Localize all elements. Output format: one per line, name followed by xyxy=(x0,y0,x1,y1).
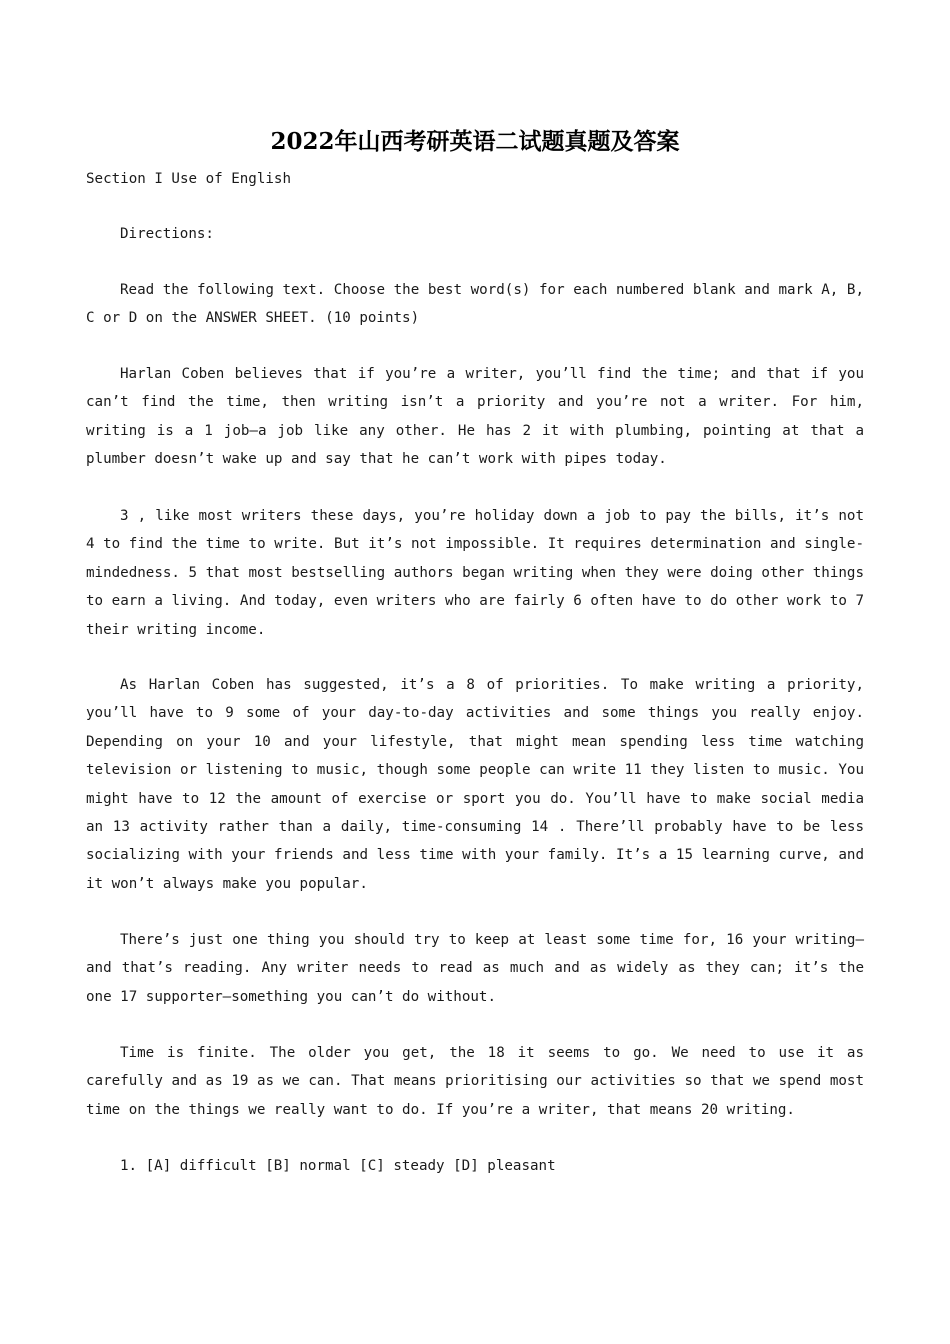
directions-label: Directions: xyxy=(120,226,214,242)
instructions-paragraph: Read the following text. Choose the best word(s) for each numbered blank and mark A, B, C or D on the ANSWER SHEET. (10 points) xyxy=(86,282,864,327)
passage-paragraph: As Harlan Coben has suggested, it’s a 8 of priorities. To make writing a priority, you’ll have to 9 some of your day-to-day activities and some things you really enjoy. Depending on your 10 and your lifestyle, that might mean spending less time watching television or listening to music, though some people can write 11 they listen to music. You might have to 12 the amount of exercise or sport you do. You’ll have to make social media an 13 activity rather than a daily, time-consuming 14 . There’ll probably have to be less socializing with your friends and less time with your family. It’s a 15 learning curve, and it won’t always make you popular. xyxy=(86,677,864,892)
passage-paragraph: Harlan Coben believes that if you’re a writer, you’ll find the time; and that if you can’t find the time, then writing isn’t a priority and you’re not a writer. For him, writing is a 1 job–a job like any other. He has 2 it with plumbing, pointing at that a plumber doesn’t wake up and say that he can’t work with pipes today. xyxy=(86,366,864,468)
section-heading: Section I Use of English xyxy=(86,171,291,187)
passage-paragraph: Time is finite. The older you get, the 18 it seems to go. We need to use it as carefully and as 19 as we can. That means prioritising our activities so that we spend most time on the things we really want to do. If you’re a writer, that means 20 writing. xyxy=(86,1045,864,1118)
question-item: 1. [A] difficult [B] normal [C] steady [D] pleasant xyxy=(120,1158,556,1174)
document-title: 2022年山西考研英语二试题真题及答案 xyxy=(270,128,680,155)
passage-paragraph: There’s just one thing you should try to keep at least some time for, 16 your writing–and that’s reading. Any writer needs to read as much and as widely as they can; it’s the one 17 supporter–something you can’t do without. xyxy=(86,932,864,1005)
passage-paragraph: 3 , like most writers these days, you’re holiday down a job to pay the bills, it’s not 4 to find the time to write. But it’s not impossible. It requires determination and single-mindedness. 5 that most bestselling authors began writing when they were doing other things to earn a living. And today, even writers who are fairly 6 often have to do other work to 7 their writing income. xyxy=(86,508,864,638)
